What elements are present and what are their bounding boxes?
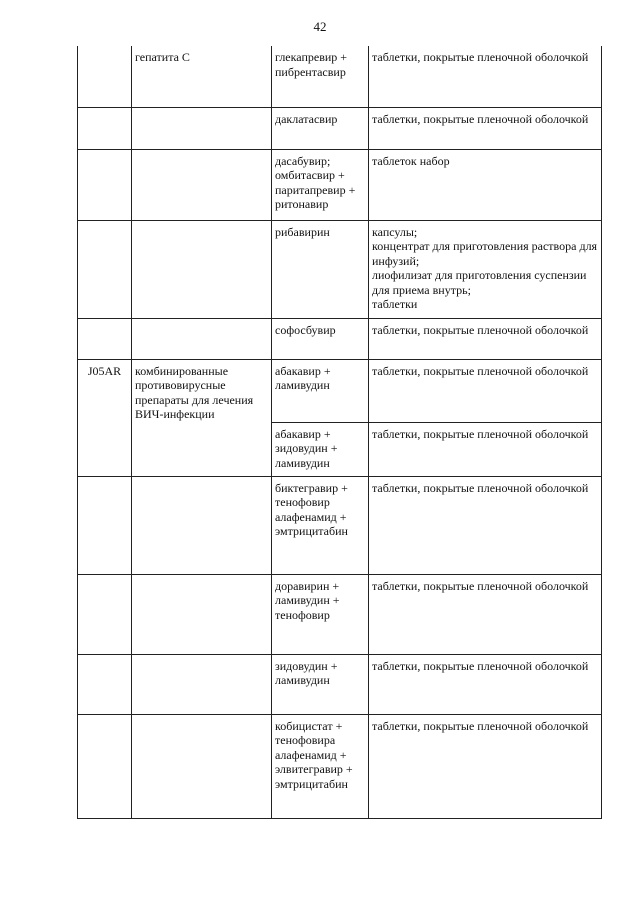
atc-group-cell [132,476,272,574]
drug-name-cell: дасабувир; омбитасвир + паритапревир + ритонавир [272,149,369,220]
atc-group-cell [132,574,272,654]
drug-name-cell: доравирин + ламивудин + тенофовир [272,574,369,654]
table-row [78,149,602,220]
dosage-form-cell: таблетки, покрытые пленочной оболочкой [369,422,602,476]
drug-name-cell: даклатасвир [272,107,369,149]
atc-code-cell [78,149,132,220]
table-row [78,574,602,654]
drug-name-cell: биктегравир + тенофовир алафенамид + эмтрицитабин [272,476,369,574]
drug-name-cell: софосбувир [272,318,369,359]
atc-group-cell [132,318,272,359]
atc-group-cell: комбинированные противовирусные препараты для лечения ВИЧ-инфекции [132,359,272,476]
drug-name-cell: кобицистат + тенофовира алафенамид + элвитегравир + эмтрицитабин [272,714,369,818]
table-row [78,714,602,818]
drug-name-cell: абакавир + ламивудин [272,359,369,422]
atc-code-cell [78,714,132,818]
atc-code-cell [78,220,132,318]
dosage-form-cell: таблетки, покрытые пленочной оболочкой [369,714,602,818]
table-row [78,107,602,149]
drug-table [77,46,602,819]
dosage-form-cell: таблетки, покрытые пленочной оболочкой [369,574,602,654]
drug-name-cell: зидовудин + ламивудин [272,654,369,714]
atc-code-cell [78,318,132,359]
atc-group-cell [132,149,272,220]
table-row [78,220,602,318]
dosage-form-cell: таблетки, покрытые пленочной оболочкой [369,654,602,714]
atc-code-cell [78,46,132,107]
dosage-form-cell: таблеток набор [369,149,602,220]
drug-name-cell: глекапревир + пибрентасвир [272,46,369,107]
dosage-form-cell: таблетки, покрытые пленочной оболочкой [369,476,602,574]
dosage-form-cell: таблетки, покрытые пленочной оболочкой [369,318,602,359]
drug-name-cell: абакавир + зидовудин + ламивудин [272,422,369,476]
atc-code-cell [78,654,132,714]
table-row [78,46,602,107]
atc-code-cell [78,574,132,654]
atc-code-cell [78,476,132,574]
atc-code-cell: J05AR [78,359,132,476]
drug-name-cell: рибавирин [272,220,369,318]
table-row [78,654,602,714]
dosage-form-cell: таблетки, покрытые пленочной оболочкой [369,107,602,149]
atc-code-cell [78,107,132,149]
table-row [78,359,602,422]
dosage-form-cell: таблетки, покрытые пленочной оболочкой [369,359,602,422]
dosage-form-cell: капсулы; концентрат для приготовления раствора для инфузий; лиофилизат для приготовления суспензии для приема внутрь; таблетки [369,220,602,318]
atc-group-cell: гепатита С [132,46,272,107]
table-row [78,476,602,574]
atc-group-cell [132,220,272,318]
page-number: 42 [313,19,327,34]
atc-group-cell [132,654,272,714]
atc-group-cell [132,714,272,818]
dosage-form-cell: таблетки, покрытые пленочной оболочкой [369,46,602,107]
table-row [78,318,602,359]
atc-group-cell [132,107,272,149]
